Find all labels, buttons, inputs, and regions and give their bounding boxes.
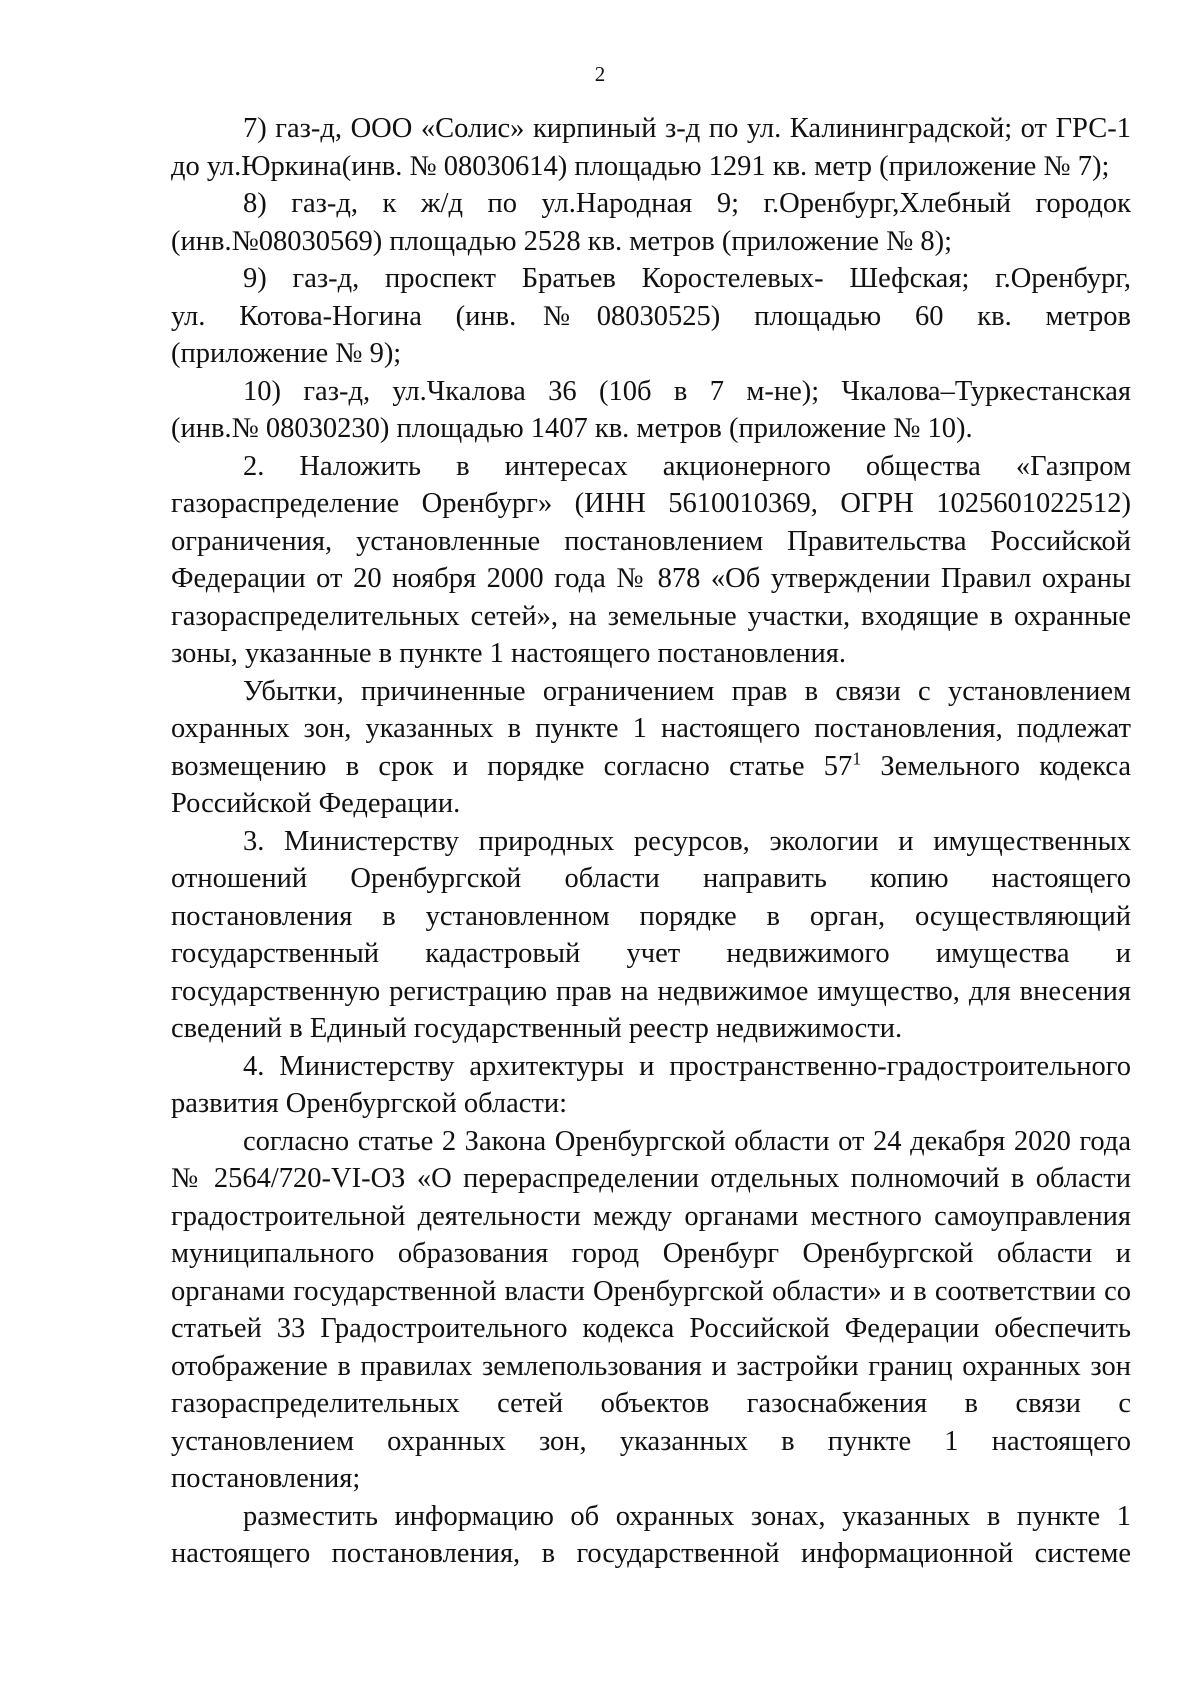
paragraph-1 bbox=[171, 110, 1131, 185]
text-segment: возмещению в срок и порядке согласно статье 57 bbox=[171, 750, 853, 782]
text-line: до ул.Юркина(инв. № 08030614) площадью 1291 кв. метр (приложение № 7); bbox=[171, 150, 1110, 182]
paragraph-8 bbox=[171, 1048, 1131, 1123]
text-line: разместить информацию об охранных зонах, указанных в пункте 1 bbox=[243, 1500, 1131, 1532]
text-line: градостроительной деятельности между органами местного самоуправления bbox=[171, 1200, 1131, 1232]
text-line: 3. Министерству природных ресурсов, экологии и имущественных bbox=[243, 825, 1131, 857]
text-line: Российской Федерации. bbox=[171, 788, 461, 819]
text-line: Федерации от 20 ноября 2000 года № 878 «Об утверждении Правил охраны bbox=[171, 563, 1131, 594]
text-line: статьей 33 Градостроительного кодекса Российской Федерации обеспечить bbox=[171, 1313, 1131, 1344]
text-line: настоящего постановления, в государственной информационной системе bbox=[171, 1538, 1131, 1569]
text-line: газораспределительных сетей объектов газоснабжения в связи с bbox=[171, 1388, 1131, 1419]
text-line: развития Оренбургской области: bbox=[171, 1088, 568, 1119]
text-line: муниципального образования город Оренбург Оренбургской области и bbox=[171, 1238, 1131, 1269]
text-line: постановления; bbox=[171, 1463, 361, 1494]
text-line: государственную регистрацию прав на недвижимое имущество, для внесения bbox=[171, 975, 1131, 1007]
text-line: (приложение № 9); bbox=[171, 338, 402, 369]
text-line: 7) газ-д, ООО «Солис» кирпиный з-д по ул. Калининградской; от ГРС-1 bbox=[243, 113, 1131, 144]
text-line: 2. Наложить в интересах акционерного общества «Газпром bbox=[243, 450, 1131, 482]
text-line: 10) газ-д, ул.Чкалова 36 (10б в 7 м-не); Чкалова–Туркестанская bbox=[243, 375, 1131, 407]
text-line: Убытки, причиненные ограничением прав в связи с установлением bbox=[243, 675, 1131, 707]
text-line: (инв.№ 08030230) площадью 1407 кв. метров (приложение № 10). bbox=[171, 413, 973, 444]
text-line: охранных зон, указанных в пункте 1 настоящего постановления, подлежат bbox=[171, 713, 1131, 744]
text-segment: Земельного кодекса bbox=[861, 750, 1132, 782]
text-line: установлением охранных зон, указанных в пункте 1 настоящего bbox=[171, 1425, 1131, 1457]
paragraph-5 bbox=[171, 448, 1131, 673]
text-line: 8) газ-д, к ж/д по ул.Народная 9; г.Оренбург,Хлебный городок bbox=[243, 188, 1131, 219]
paragraph-3 bbox=[171, 260, 1131, 373]
text-line bbox=[171, 748, 1131, 786]
text-line: отношений Оренбургской области направить копию настоящего bbox=[171, 863, 1131, 894]
superscript: 1 bbox=[852, 748, 862, 768]
text-line: сведений в Единый государственный реестр недвижимости. bbox=[171, 1013, 903, 1044]
paragraph-10 bbox=[171, 1498, 1131, 1573]
paragraph-2 bbox=[171, 185, 1131, 260]
text-line: № 2564/720-VI-ОЗ «О перераспределении отдельных полномочий в области bbox=[171, 1163, 1131, 1194]
text-line: 4. Министерству архитектуры и пространственно-градостроительного bbox=[243, 1050, 1131, 1082]
paragraph-9 bbox=[171, 1123, 1131, 1498]
text-line: 9) газ-д, проспект Братьев Коростелевых- Шефская; г.Оренбург, bbox=[243, 263, 1131, 294]
text-line: постановления в установленном порядке в орган, осуществляющий bbox=[171, 900, 1131, 932]
text-line: согласно статье 2 Закона Оренбургской области от 24 декабря 2020 года bbox=[243, 1125, 1131, 1157]
text-line: зоны, указанные в пункте 1 настоящего постановления. bbox=[171, 638, 846, 669]
paragraph-7 bbox=[171, 823, 1131, 1048]
text-line: отображение в правилах землепользования и застройки границ охранных зон bbox=[171, 1350, 1131, 1382]
paragraph-4 bbox=[171, 373, 1131, 448]
paragraph-6 bbox=[171, 673, 1131, 823]
text-line: ограничения, установленные постановлением Правительства Российской bbox=[171, 525, 1131, 557]
text-line: газораспределение Оренбург» (ИНН 5610010369, ОГРН 1025601022512) bbox=[171, 488, 1131, 519]
page-number: 2 bbox=[594, 62, 606, 86]
text-line: государственный кадастровый учет недвижимого имущества и bbox=[171, 938, 1131, 969]
text-line: органами государственной власти Оренбургской области» и в соответствии со bbox=[171, 1275, 1131, 1307]
document-body bbox=[171, 110, 1131, 1573]
text-line: газораспределительных сетей», на земельные участки, входящие в охранные bbox=[171, 600, 1131, 632]
text-line: ул. Котова-Ногина (инв.№08030525) площадью 60 кв. метров bbox=[171, 300, 1131, 332]
text-line: (инв.№08030569) площадью 2528 кв. метров (приложение № 8); bbox=[171, 225, 953, 257]
